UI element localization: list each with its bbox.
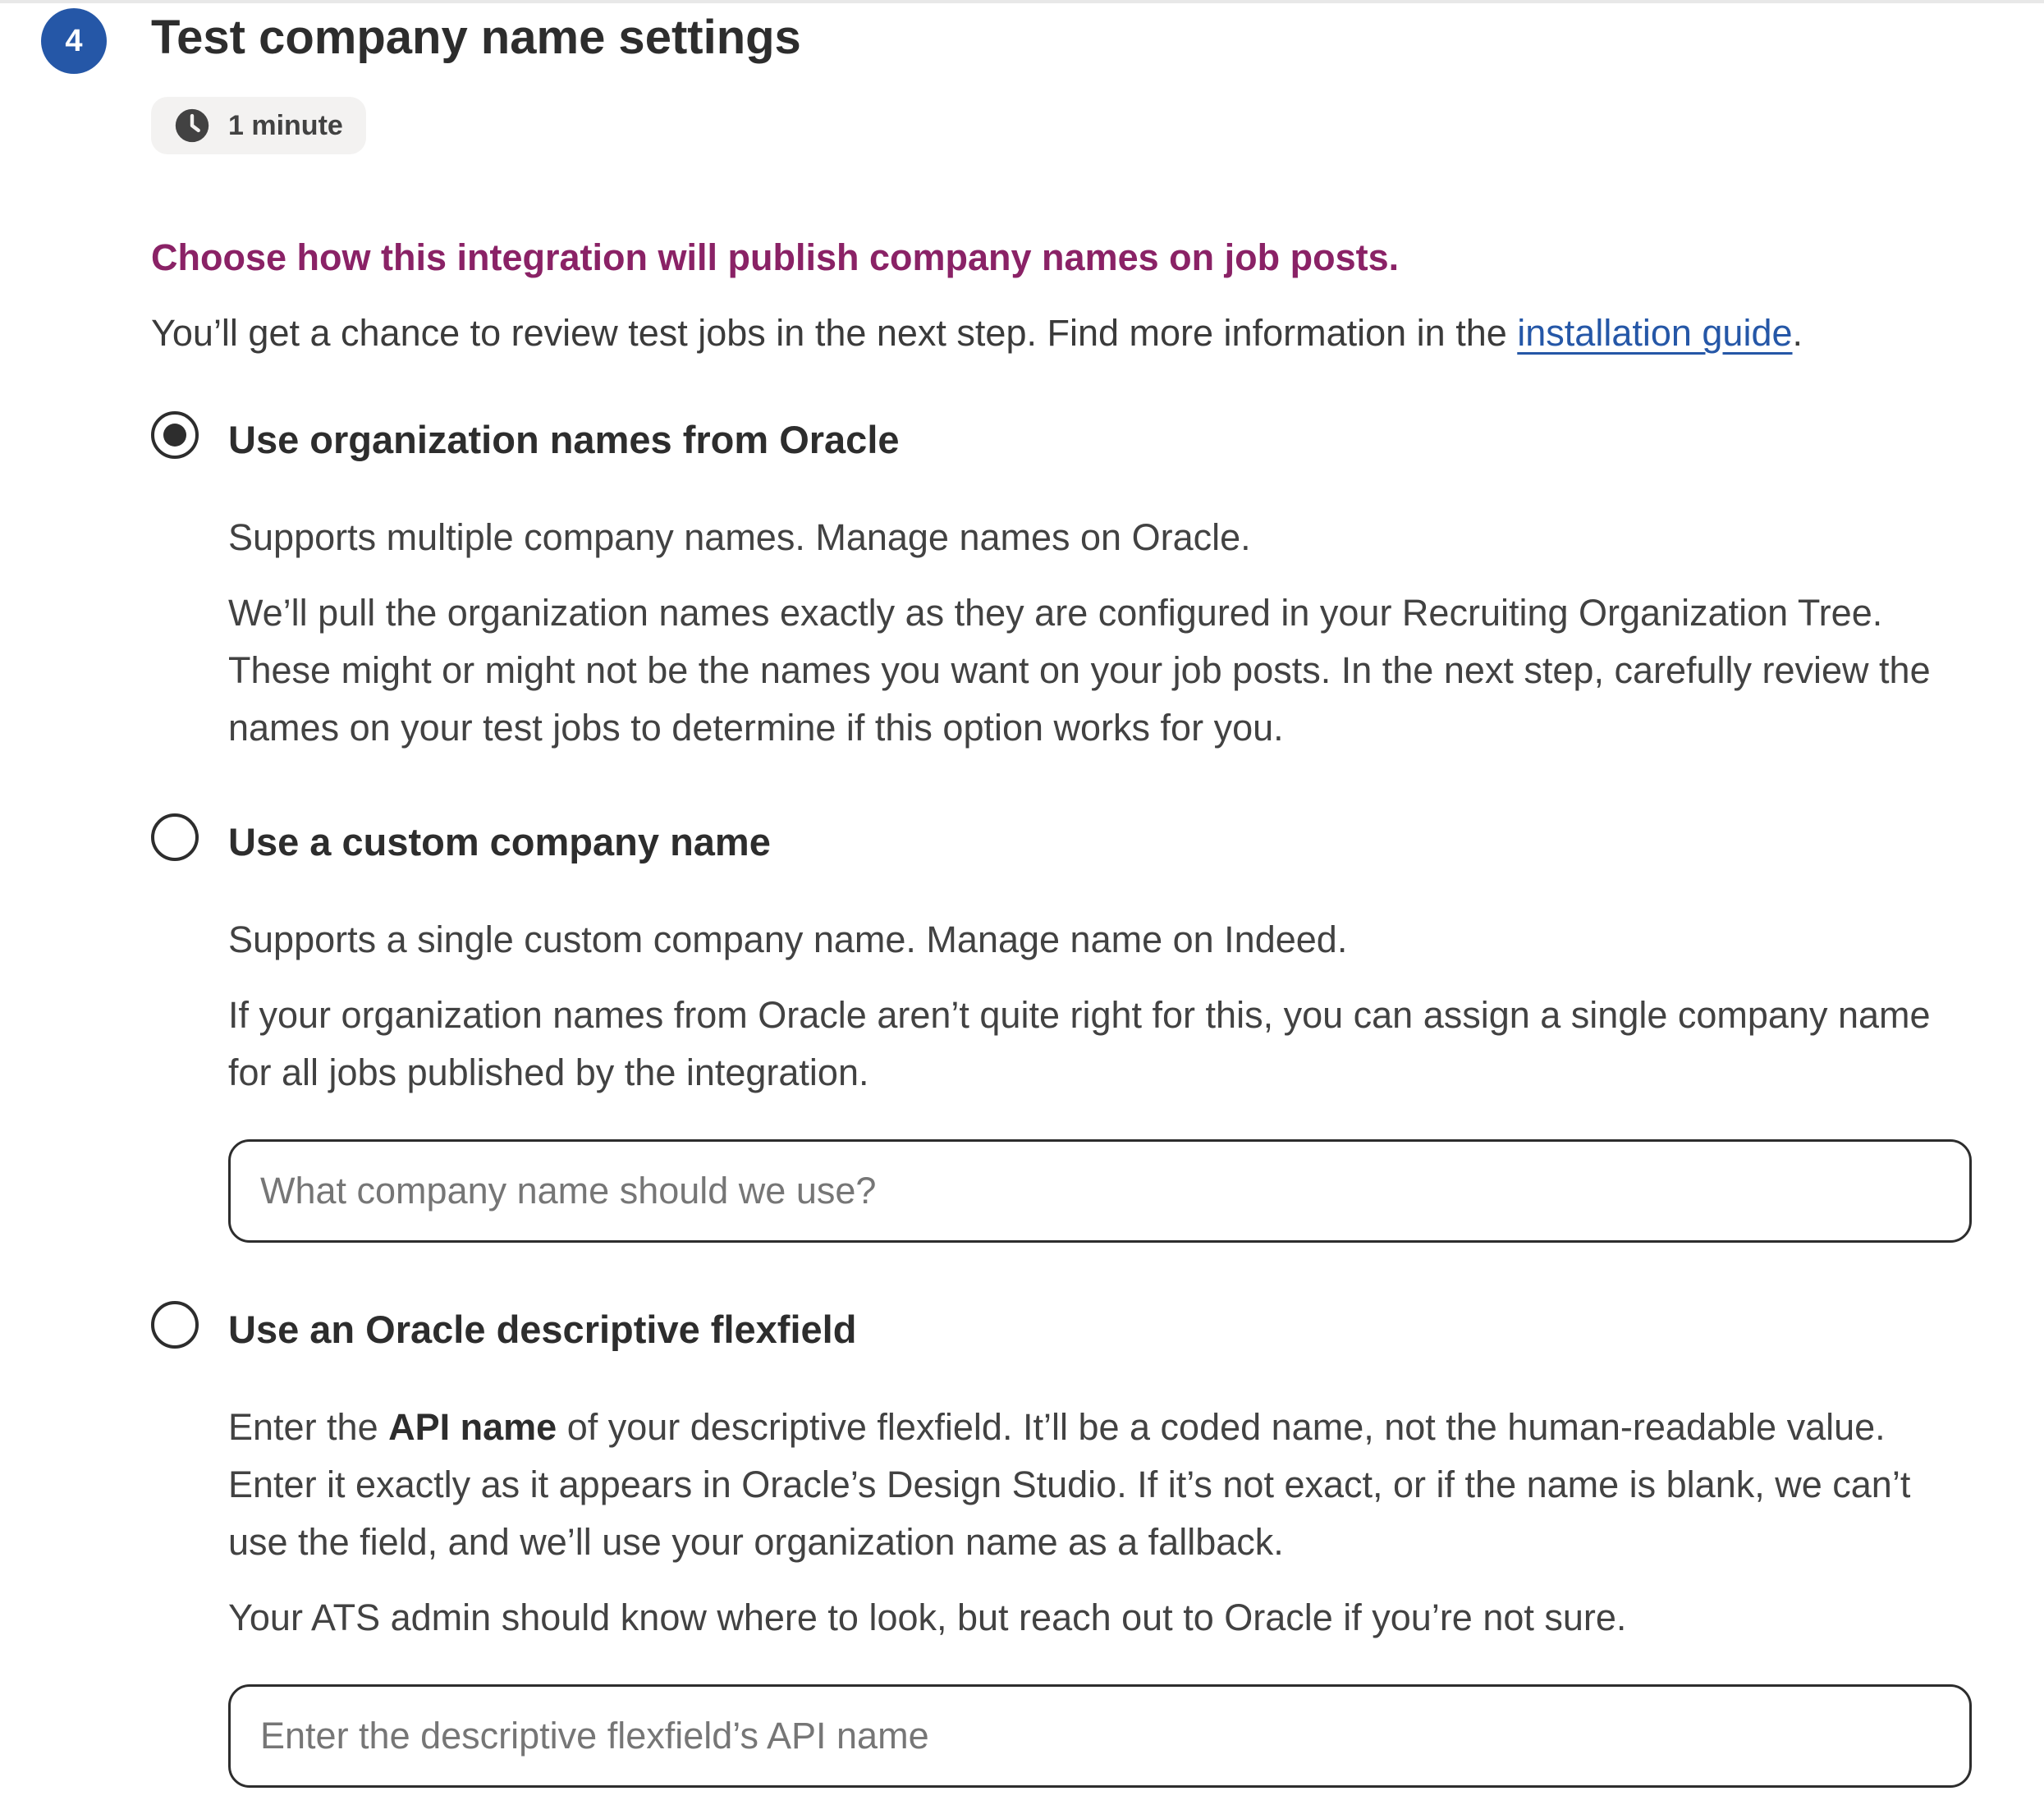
top-divider <box>0 0 2044 3</box>
intro-trailing: . <box>1792 312 1803 354</box>
details-prefix: Enter the <box>228 1406 389 1448</box>
flexfield-api-name-input[interactable] <box>228 1684 1972 1788</box>
option-summary-custom-company-name: Supports a single custom company name. Manage name on Indeed. <box>228 918 1348 960</box>
intro-body: You’ll get a chance to review test jobs in the next step. Find more information in the <box>151 312 1518 354</box>
option-details-organization-names: We’ll pull the organization names exactly as they are configured in your Recruiting Organization Tree. These might or might not be the names you want on your job posts. In the next step, carefully review the names on your test jobs to determine if this option works for you. <box>228 592 1931 749</box>
custom-company-name-input[interactable] <box>228 1139 1972 1243</box>
radio-descriptive-flexfield[interactable] <box>151 1301 199 1349</box>
details-rest: of your descriptive flexfield. It’ll be a coded name, not the human-readable value. Enter it exactly as it appears in Oracle’s Design Studio. If it’s not exact, or if the name is blank, we can’t use the field, and we’ll use your organization name as a fallback. <box>228 1406 1911 1563</box>
radio-selected-dot <box>163 424 186 447</box>
option-label-custom-company-name[interactable]: Use a custom company name <box>228 820 771 863</box>
option-details-custom-company-name: If your organization names from Oracle aren’t quite right for this, you can assign a single company name for all jobs published by the integration. <box>228 994 1931 1093</box>
duration-text: 1 minute <box>228 109 343 141</box>
step-title: Test company name settings <box>151 11 801 64</box>
radio-organization-names[interactable] <box>151 411 199 459</box>
duration-chip <box>151 97 366 154</box>
clock-icon <box>174 108 210 144</box>
section-prompt: Choose how this integration will publish company names on job posts. <box>151 236 1400 278</box>
intro-text <box>151 312 1803 355</box>
option-details-descriptive-flexfield <box>228 1399 1960 1571</box>
option-label-descriptive-flexfield[interactable]: Use an Oracle descriptive flexfield <box>228 1308 857 1351</box>
radio-custom-company-name[interactable] <box>151 813 199 861</box>
option-summary-organization-names: Supports multiple company names. Manage names on Oracle. <box>228 516 1251 558</box>
option-label-organization-names[interactable]: Use organization names from Oracle <box>228 418 900 461</box>
step-number-badge: 4 <box>41 8 107 74</box>
installation-guide-link[interactable]: installation guide <box>1517 312 1793 354</box>
api-name-emphasis: API name <box>388 1406 557 1448</box>
option-note-descriptive-flexfield: Your ATS admin should know where to look, but reach out to Oracle if you’re not sure. <box>228 1596 1627 1638</box>
